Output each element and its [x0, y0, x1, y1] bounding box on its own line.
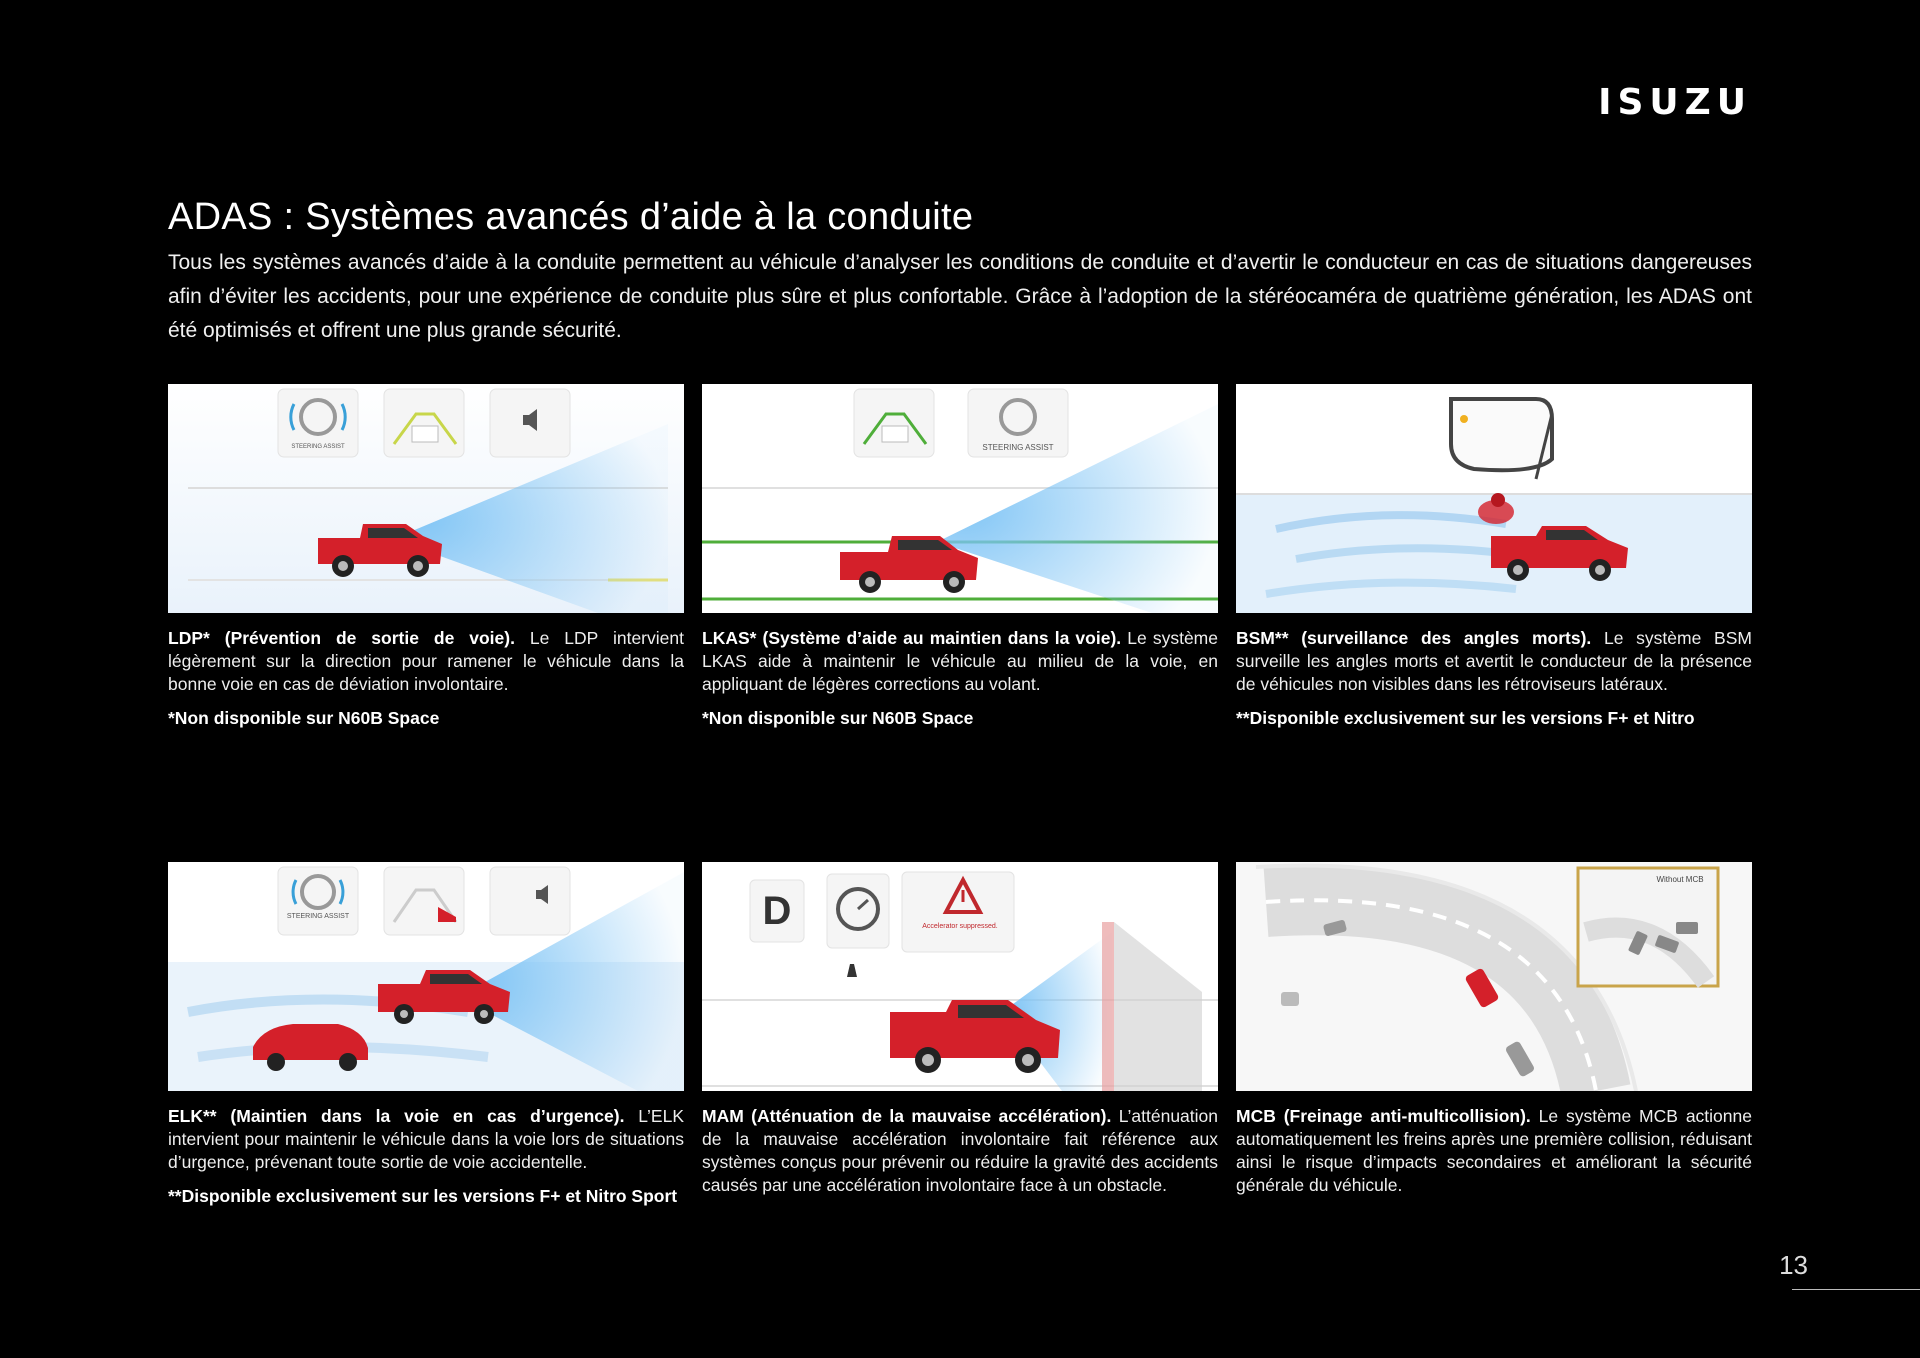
- steering-assist-label: STEERING ASSIST: [982, 443, 1054, 452]
- mcb-illustration: [1236, 862, 1752, 1091]
- intro-paragraph: Tous les systèmes avancés d’aide à la conduite permettent au véhicule d’analyser les conditions de conduite et d’avertir le conducteur en cas de situations dangereuses afin d’éviter les accidents, pour une expérience de conduite plus sûre et plus confortable. Grâce à l’adoption de la stéréocaméra de quatrième génération, les ADAS ont été optimisés et offrent une plus grande sécurité.: [168, 251, 1752, 342]
- ldp-illustration: [168, 384, 684, 613]
- lkas-body: Le système LKAS aide à maintenir le véhicule au milieu de la voie, en appliquant de légères corrections au volant.: [702, 628, 1218, 694]
- mcb-body: Le système MCB actionne automatiquement les freins après une première collision, réduisant ainsi le risque d’impacts secondaires et améliorant la sécurité générale du véhicule.: [1236, 1106, 1752, 1195]
- bsm-heading: BSM** (surveillance des angles morts).: [1236, 628, 1592, 648]
- ldp-note: *Non disponible sur N60B Space: [168, 708, 440, 728]
- elk-heading: ELK** (Maintien dans la voie en cas d’urgence).: [168, 1106, 625, 1126]
- accelerator-suppressed-label: Accelerator suppressed.: [922, 923, 998, 930]
- ldp-body: Le LDP intervient légèrement sur la direction pour ramener le véhicule dans la bonne voie en cas de déviation involontaire.: [168, 628, 684, 694]
- elk-body: L’ELK intervient pour maintenir le véhicule dans la voie lors de situations d’urgence, prévenant toute sortie de voie accidentelle.: [168, 1106, 684, 1172]
- steering-assist-label: STEERING ASSIST: [291, 444, 345, 450]
- lkas-illustration: [702, 384, 1218, 613]
- bsm-note: **Disponible exclusivement sur les versions F+ et Nitro: [1236, 708, 1695, 728]
- bsm-illustration: [1236, 384, 1752, 613]
- page-number-rule: [1792, 1289, 1920, 1290]
- mam-body: L’atténuation de la mauvaise accélération involontaire fait référence aux systèmes conçus pour prévenir ou réduire la gravité des accidents causés par une accélération involontaire face à un obstacle.: [702, 1106, 1218, 1195]
- card-ldp: [168, 384, 684, 729]
- lkas-note: *Non disponible sur N60B Space: [702, 708, 974, 728]
- card-lkas: [702, 384, 1218, 729]
- card-mam: [702, 862, 1218, 1197]
- ldp-heading: LDP* (Prévention de sortie de voie).: [168, 628, 515, 648]
- lkas-heading: LKAS* (Système d’aide au maintien dans la voie).: [702, 628, 1122, 648]
- page-title: ADAS : Systèmes avancés d’aide à la conduite: [168, 196, 974, 238]
- elk-illustration: [168, 862, 684, 1091]
- card-mcb: [1236, 862, 1752, 1197]
- gear-indicator: D: [762, 889, 792, 933]
- without-mcb-label: Without MCB: [1656, 875, 1704, 884]
- card-bsm: [1236, 384, 1752, 729]
- mam-heading: MAM (Atténuation de la mauvaise accélération).: [702, 1106, 1112, 1126]
- bsm-body: Le système BSM surveille les angles morts et avertit le conducteur de la présence de véhicules non visibles dans les rétroviseurs latéraux.: [1236, 628, 1752, 694]
- elk-note: **Disponible exclusivement sur les versions F+ et Nitro Sport: [168, 1186, 678, 1206]
- card-elk: [168, 862, 684, 1207]
- page-number: 13: [1779, 1250, 1808, 1280]
- isuzu-logo: ISUZU: [1598, 82, 1752, 123]
- mam-illustration: [702, 862, 1218, 1091]
- steering-assist-label: STEERING ASSIST: [286, 913, 350, 920]
- mcb-heading: MCB (Freinage anti-multicollision).: [1236, 1106, 1531, 1126]
